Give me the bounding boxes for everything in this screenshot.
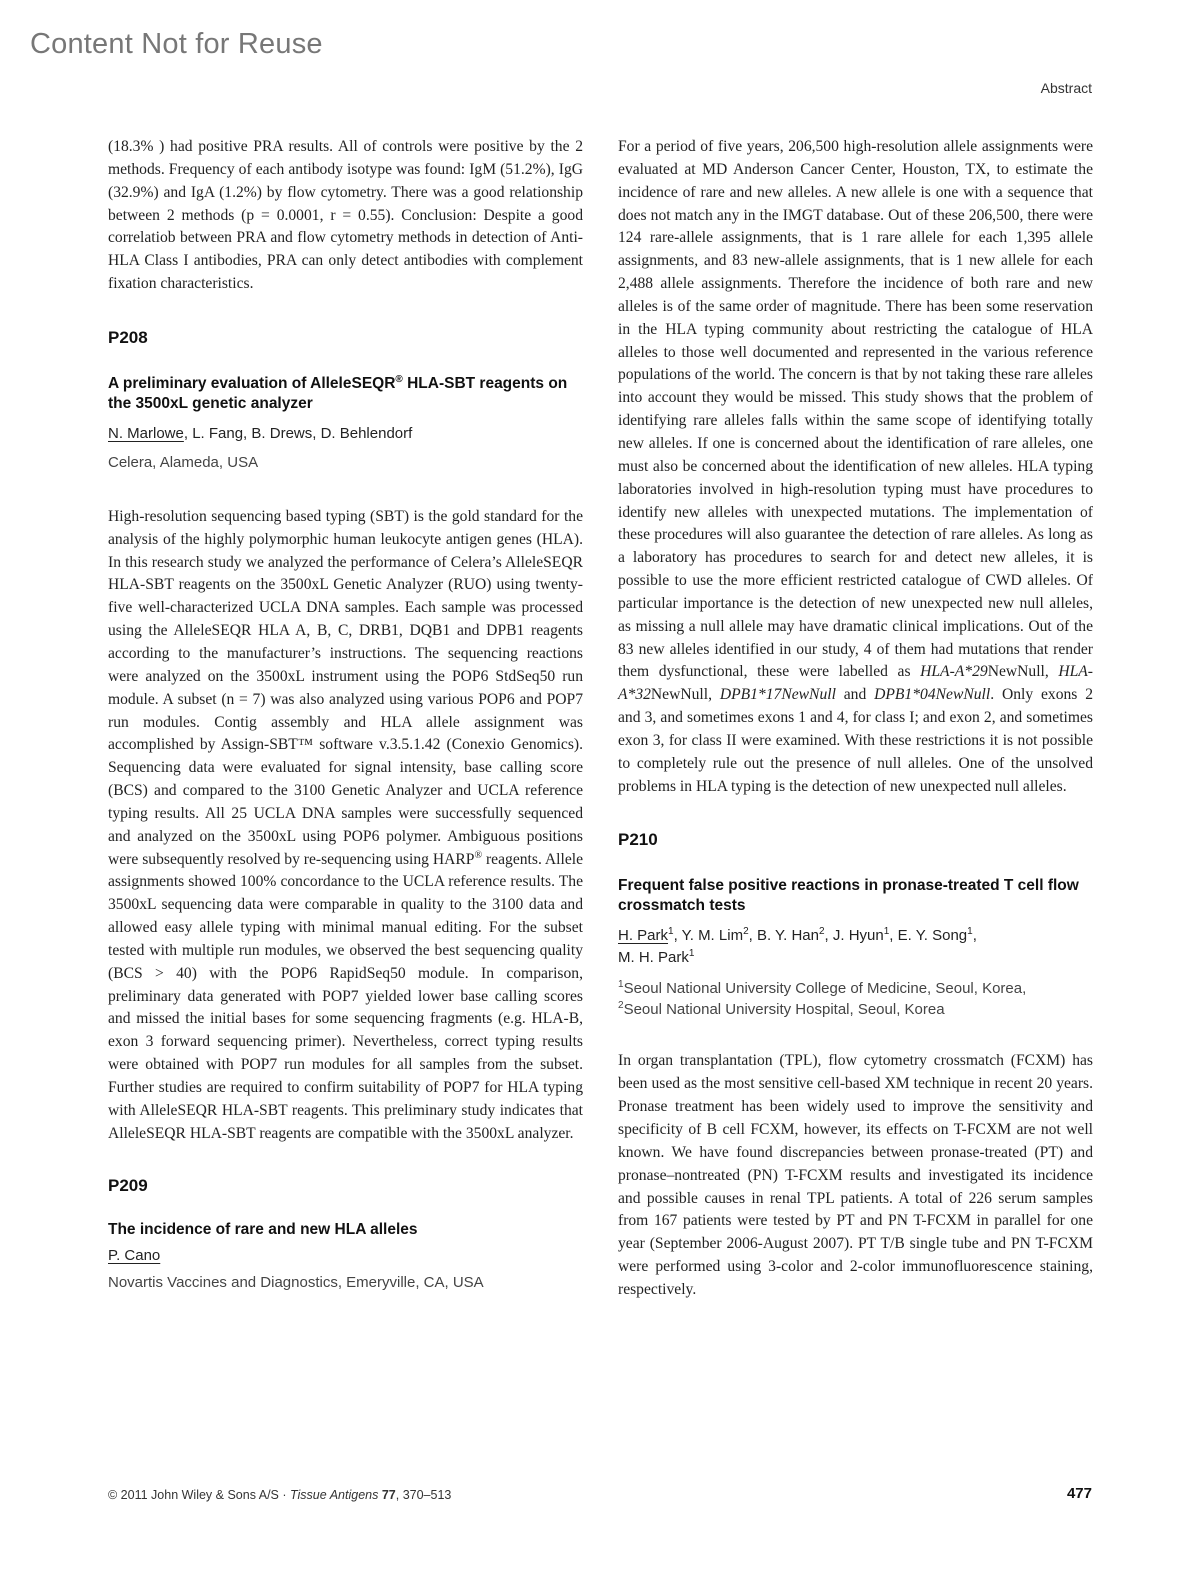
p210-title: Frequent false positive reactions in pronase-treated T cell flow crossmatch tests xyxy=(618,877,1079,915)
author-name: Y. M. Lim xyxy=(681,927,744,945)
p209-body-part1: For a period of five years, 206,500 high-resolution allele assignments were evaluated at MD Anderson Cancer Center, Houston, TX, to estimate the incidence of rare and new alleles. A new allele is one with a sequence that does not match any in the IMGT database. Out of these 206,500, there were 124 rare-allele assignments, that is 1 rare allele for each 1,395 allele assignments, and 83 new-allele assignments, that is 1 new allele for each 2,488 allele assignments. Therefore the incidence of both rare and new alleles is of the same order of magnitude. There has been some reservation in the HLA typing community about restricting the catalogue of HLA alleles to those well documented and represented in the various reference populations of the world. The concern is that by not taking these rare alleles into account they would be missed. This study shows that the problem of identifying rare alleles falls within the same scope of identifying totally new alleles. If one is concerned about the identification of rare alleles, one must also be concerned about the identification of new alleles. HLA typing laboratories involved in high-resolution typing must have procedures to identify new alleles with unexpected mutations. The implementation of these procedures will also guarantee the detection of rare alleles. As long as a laboratory has procedures to search for and detect new alleles, it is possible to use the more efficient restricted catalogue of CWD alleles. Of particular importance is the detection of new unexpected new null alleles, as missing a null allele may have dramatic clinical implications. Out of the 83 new alleles identified in our study, 4 of them had mutations that render them dysfunctional, these were labelled as xyxy=(618,138,1093,681)
affiliation-marker: 1 xyxy=(883,926,890,938)
right-column xyxy=(618,136,1093,1302)
allele-name: HLA-A*29 xyxy=(920,663,988,681)
p210-id: P210 xyxy=(618,830,658,850)
p210-authors: H. Park$^1$, Y. M. Lim$^2$, B. Y. Han$^2$, J. Hyun$^1$, E. Y. Song$^1$, M. H. Park$^1$ xyxy=(618,926,977,967)
registered-mark: ® xyxy=(395,373,403,385)
p207-continuation-text: (18.3% ) had positive PRA results. All of controls were positive by the 2 methods. Frequency of each antibody isotype was found: IgM (51.2%), IgG (32.9%) and IgA (1.2%) by flow cytometry. There was a good relationship between 2 methods (p = 0.0001, r = 0.55). Conclusion: Despite a good correlatiob between PRA and flow cytometry methods in detection of Anti-HLA Class I antibodies, PRA can only detect antibodies with complement fixation characteristics. xyxy=(108,138,583,293)
p209-body-part2: . Only exons 2 and 3, and sometimes exons 1 and 4, for class I; and exon 2, and sometimes exon 3, for class II were examined. With these restrictions it is not possible to completely rule out the presence of null alleles. One of the unsolved problems in HLA typing is the detection of new unexpected null alleles. xyxy=(618,686,1093,795)
affiliation-text: Seoul National University College of Medicine, Seoul, Korea, xyxy=(623,980,1027,998)
p208-affiliation: Celera, Alameda, USA xyxy=(108,453,259,471)
p208-body xyxy=(108,506,583,1146)
p208-body-part2: reagents. Allele assignments showed 100% concordance to the UCLA reference results. The 3500xL sequencing data were comparable in quality to the 3100 data and allowed easy allele typing with minimal manual editing. For the subset tested with multiple run modules, we observed the best sequencing quality (BCS > 40) with the POP6 RapidSeq50 module. In comparison, preliminary data generated with POP7 yielded lower base calling scores and missed the initial bases for some sequencing fragments (e.g. HLA-B, exon 3 forward sequencing primer). Nevertheless, correct typing results were obtained with POP7 run modules for all samples from the subset. Further studies are required to confirm suitability of POP7 for HLA typing with AlleleSEQR HLA-SBT reagents. This preliminary study indicates that AlleleSEQR HLA-SBT reagents are compatible with the 3500xL analyzer. xyxy=(108,850,583,1142)
p209-presenter: P. Cano xyxy=(108,1246,161,1264)
registered-mark: ® xyxy=(474,849,483,861)
page-range: , 370–513 xyxy=(395,1488,452,1502)
affiliation-marker: 1 xyxy=(967,926,973,938)
affiliation-marker: 1 xyxy=(618,979,624,991)
p209-id: P209 xyxy=(108,1175,148,1195)
author-name: E. Y. Song xyxy=(897,927,968,945)
left-column xyxy=(108,136,583,1293)
footer-citation xyxy=(108,1488,451,1502)
p208-id: P208 xyxy=(108,327,148,347)
p208-title-part2: HLA-SBT reagents on the 3500xL genetic analyzer xyxy=(108,374,568,412)
allele-name: HLA-A*32 xyxy=(618,663,1093,704)
p208-authors xyxy=(108,423,583,445)
p209-affiliation: Novartis Vaccines and Diagnostics, Emeryville, CA, USA xyxy=(108,1273,484,1291)
p210-affiliations xyxy=(618,978,1093,1020)
p209-body xyxy=(618,136,1093,798)
page-number: 477 xyxy=(1066,1485,1092,1502)
allele-name: DPB1*04NewNull xyxy=(874,686,991,704)
p208-title-part1: A preliminary evaluation of AlleleSEQR xyxy=(108,374,396,392)
p208-presenter: N. Marlowe xyxy=(108,424,184,442)
affiliation-marker: 2 xyxy=(818,926,825,938)
p208-title xyxy=(108,374,583,414)
affiliation-marker: 1 xyxy=(668,926,674,938)
conjunction: and xyxy=(835,686,875,704)
p210-presenter: H. Park xyxy=(618,927,669,945)
p208-body-part1: High-resolution sequencing based typing (SBT) is the gold standard for the analysis of the highly polymorphic human leukocyte antigen genes (HLA). In this research study we analyzed the performance of Celera’s AlleleSEQR HLA-SBT reagents on the 3500xL Genetic Analyzer (RUO) using twenty-five well-characterized UCLA DNA samples. Each sample was processed using the AlleleSEQR HLA A, B, C, DRB1, DQB1 and DPB1 reagents according to the manufacturer’s instructions. The sequencing reactions were analyzed on the 3500xL instrument using the POP6 StdSeq50 run module. A subset (n = 7) was also analyzed using various POP6 and POP7 run modules. Contig assembly and HLA allele assignment was accomplished by Assign-SBT™ software v.3.5.1.42 (Conexio Genomics). Sequencing data were evaluated for signal intensity, base calling score (BCS) and compared to the 3100 Genetic Analyzer and UCLA reference typing results. All 25 UCLA DNA samples were successfully sequenced and analyzed on the 3500xL using POP6 polymer. Ambiguous positions were subsequently resolved by re-sequencing using HARP xyxy=(108,507,583,868)
affiliation-text: Seoul National University Hospital, Seoul, Korea xyxy=(623,1001,945,1019)
p209-title: The incidence of rare and new HLA alleles xyxy=(108,1220,418,1238)
affiliation-marker: 2 xyxy=(743,926,749,938)
p208-other-authors: , L. Fang, B. Drews, D. Behlendorf xyxy=(183,424,413,442)
volume: 77 xyxy=(378,1488,396,1502)
author-name: B. Y. Han xyxy=(756,927,819,945)
copyright: © 2011 John Wiley & Sons A/S · xyxy=(108,1488,290,1502)
affiliation-marker: 1 xyxy=(688,948,695,960)
section-label: Abstract xyxy=(1040,80,1092,96)
p210-body: In organ transplantation (TPL), flow cytometry crossmatch (FCXM) has been used as the most sensitive cell-based XM technique in recent 20 years. Pronase treatment has been widely used to improve the sensitivity and specificity of B cell FCXM, however, its effects on T-FCXM are not well known. We have found discrepancies between pronase-treated (PT) and pronase–nontreated (PN) T-FCXM results and investigated its incidence and possible causes in renal TPL patients. A total of 226 serum samples from 167 patients were tested by PT and PN T-FCXM in parallel for one year (September 2006-August 2007). PT T/B single tube and PN T-FCXM were performed using 3-color and 2-color immunofluorescence staining, respectively. xyxy=(618,1052,1093,1298)
author-name: M. H. Park xyxy=(618,949,689,967)
author-name: J. Hyun xyxy=(832,927,884,945)
allele-suffix: NewNull, xyxy=(650,686,720,704)
allele-suffix: NewNull, xyxy=(987,663,1059,681)
watermark: Content Not for Reuse xyxy=(30,28,323,60)
affiliation-marker: 2 xyxy=(618,1000,624,1012)
allele-name: DPB1*17NewNull xyxy=(719,686,836,704)
journal-name: Tissue Antigens xyxy=(289,1488,379,1502)
p209-authors xyxy=(108,1245,583,1267)
